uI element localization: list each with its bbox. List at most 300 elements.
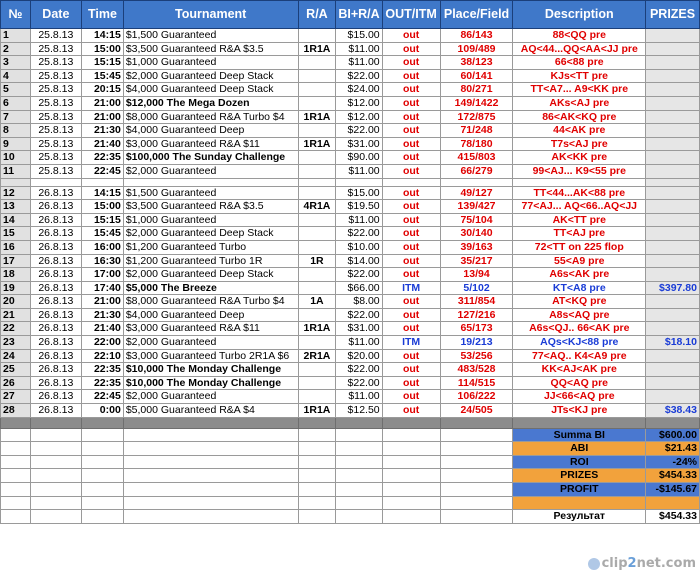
date-cell[interactable]: 26.8.13 (30, 404, 82, 418)
tournament-cell[interactable]: $2,000 Guaranteed Deep Stack (123, 69, 298, 83)
empty-cell[interactable] (30, 442, 82, 456)
empty-cell[interactable] (382, 510, 440, 524)
status-cell[interactable]: out (382, 164, 440, 178)
col-header-time[interactable]: Time (82, 1, 124, 29)
ra-cell[interactable] (298, 164, 336, 178)
empty-cell[interactable] (82, 496, 124, 510)
date-cell[interactable]: 25.8.13 (30, 164, 82, 178)
prize-cell[interactable] (646, 29, 700, 43)
row-number-cell[interactable]: 8 (1, 124, 31, 138)
date-cell[interactable]: 25.8.13 (30, 151, 82, 165)
description-cell[interactable]: AK<TT pre (513, 213, 646, 227)
description-cell[interactable]: JTs<KJ pre (513, 404, 646, 418)
ra-cell[interactable]: 1A (298, 295, 336, 309)
summary-label[interactable]: PRIZES (513, 469, 646, 483)
empty-cell[interactable] (382, 455, 440, 469)
date-cell[interactable]: 26.8.13 (30, 268, 82, 282)
place-field-cell[interactable]: 66/279 (440, 164, 513, 178)
status-cell[interactable]: out (382, 322, 440, 336)
empty-cell[interactable] (123, 428, 298, 442)
buyin-cell[interactable]: $22.00 (336, 227, 382, 241)
status-cell[interactable]: out (382, 124, 440, 138)
row-number-cell[interactable]: 23 (1, 336, 31, 350)
col-header-number[interactable]: № (1, 1, 31, 29)
col-header-date[interactable]: Date (30, 1, 82, 29)
time-cell[interactable]: 14:15 (82, 29, 124, 43)
time-cell[interactable]: 14:15 (82, 186, 124, 200)
time-cell[interactable]: 15:00 (82, 200, 124, 214)
row-number-cell[interactable]: 16 (1, 240, 31, 254)
tournament-cell[interactable]: $1,500 Guaranteed (123, 186, 298, 200)
buyin-cell[interactable]: $19.50 (336, 200, 382, 214)
prize-cell[interactable] (646, 83, 700, 97)
ra-cell[interactable]: 1R1A (298, 137, 336, 151)
ra-cell[interactable]: 1R1A (298, 42, 336, 56)
ra-cell[interactable] (298, 96, 336, 110)
summary-label[interactable]: PROFIT (513, 483, 646, 497)
row-number-cell[interactable]: 17 (1, 254, 31, 268)
prize-cell[interactable] (646, 363, 700, 377)
ra-cell[interactable] (298, 69, 336, 83)
empty-cell[interactable] (82, 469, 124, 483)
buyin-cell[interactable]: $24.00 (336, 83, 382, 97)
buyin-cell[interactable]: $11.00 (336, 56, 382, 70)
ra-cell[interactable] (298, 336, 336, 350)
time-cell[interactable]: 15:45 (82, 227, 124, 241)
status-cell[interactable]: out (382, 390, 440, 404)
buyin-cell[interactable]: $11.00 (336, 336, 382, 350)
empty-cell[interactable] (298, 510, 336, 524)
empty-cell[interactable] (440, 469, 513, 483)
prize-cell[interactable] (646, 137, 700, 151)
row-number-cell[interactable]: 4 (1, 69, 31, 83)
status-cell[interactable]: out (382, 42, 440, 56)
tournament-cell[interactable]: $2,000 Guaranteed (123, 390, 298, 404)
row-number-cell[interactable]: 21 (1, 308, 31, 322)
buyin-cell[interactable]: $11.00 (336, 164, 382, 178)
description-cell[interactable]: AQs<KJ<88 pre (513, 336, 646, 350)
prize-cell[interactable] (646, 349, 700, 363)
prize-cell[interactable] (646, 42, 700, 56)
ra-cell[interactable] (298, 151, 336, 165)
prize-cell[interactable]: $38.43 (646, 404, 700, 418)
date-cell[interactable]: 26.8.13 (30, 240, 82, 254)
status-cell[interactable]: out (382, 69, 440, 83)
summary-label[interactable] (513, 496, 646, 510)
description-cell[interactable]: KK<AJ<AK pre (513, 363, 646, 377)
place-field-cell[interactable]: 311/854 (440, 295, 513, 309)
time-cell[interactable]: 22:35 (82, 151, 124, 165)
ra-cell[interactable] (298, 308, 336, 322)
time-cell[interactable]: 15:15 (82, 56, 124, 70)
prize-cell[interactable] (646, 295, 700, 309)
buyin-cell[interactable]: $66.00 (336, 281, 382, 295)
place-field-cell[interactable]: 5/102 (440, 281, 513, 295)
prize-cell[interactable] (646, 186, 700, 200)
empty-cell[interactable] (298, 442, 336, 456)
ra-cell[interactable] (298, 376, 336, 390)
row-number-cell[interactable]: 19 (1, 281, 31, 295)
empty-cell[interactable] (382, 496, 440, 510)
status-cell[interactable]: out (382, 240, 440, 254)
empty-cell[interactable] (1, 510, 31, 524)
ra-cell[interactable] (298, 227, 336, 241)
place-field-cell[interactable]: 38/123 (440, 56, 513, 70)
buyin-cell[interactable]: $22.00 (336, 308, 382, 322)
time-cell[interactable]: 22:45 (82, 390, 124, 404)
date-cell[interactable]: 26.8.13 (30, 200, 82, 214)
place-field-cell[interactable]: 39/163 (440, 240, 513, 254)
status-cell[interactable]: out (382, 404, 440, 418)
buyin-cell[interactable]: $12.00 (336, 96, 382, 110)
time-cell[interactable]: 21:40 (82, 322, 124, 336)
description-cell[interactable]: A8s<AQ pre (513, 308, 646, 322)
col-header-out-itm[interactable]: OUT/ITM (382, 1, 440, 29)
status-cell[interactable]: out (382, 83, 440, 97)
tournament-cell[interactable]: $3,000 Guaranteed R&A $11 (123, 137, 298, 151)
col-header-place-field[interactable]: Place/Field (440, 1, 513, 29)
time-cell[interactable]: 22:00 (82, 336, 124, 350)
place-field-cell[interactable]: 65/173 (440, 322, 513, 336)
tournament-cell[interactable]: $3,000 Guaranteed Turbo 2R1A $6 (123, 349, 298, 363)
ra-cell[interactable]: 1R1A (298, 404, 336, 418)
ra-cell[interactable]: 4R1A (298, 200, 336, 214)
description-cell[interactable]: TT<A7... A9<KK pre (513, 83, 646, 97)
prize-cell[interactable] (646, 227, 700, 241)
date-cell[interactable]: 26.8.13 (30, 349, 82, 363)
tournament-cell[interactable]: $4,000 Guaranteed Deep (123, 124, 298, 138)
prize-cell[interactable] (646, 268, 700, 282)
tournament-cell[interactable]: $8,000 Guaranteed R&A Turbo $4 (123, 295, 298, 309)
row-number-cell[interactable]: 1 (1, 29, 31, 43)
empty-cell[interactable] (82, 428, 124, 442)
buyin-cell[interactable]: $22.00 (336, 69, 382, 83)
time-cell[interactable]: 20:15 (82, 83, 124, 97)
date-cell[interactable]: 25.8.13 (30, 96, 82, 110)
time-cell[interactable]: 21:00 (82, 96, 124, 110)
tournament-cell[interactable]: $1,200 Guaranteed Turbo 1R (123, 254, 298, 268)
tournament-cell[interactable]: $3,500 Guaranteed R&A $3.5 (123, 42, 298, 56)
prize-cell[interactable] (646, 200, 700, 214)
summary-value[interactable]: $454.33 (646, 510, 700, 524)
place-field-cell[interactable]: 78/180 (440, 137, 513, 151)
prize-cell[interactable] (646, 164, 700, 178)
status-cell[interactable]: out (382, 254, 440, 268)
tournament-cell[interactable]: $1,000 Guaranteed (123, 56, 298, 70)
ra-cell[interactable] (298, 124, 336, 138)
place-field-cell[interactable]: 149/1422 (440, 96, 513, 110)
empty-cell[interactable] (82, 510, 124, 524)
empty-cell[interactable] (123, 510, 298, 524)
tournament-cell[interactable]: $5,000 The Breeze (123, 281, 298, 295)
empty-cell[interactable] (336, 455, 382, 469)
date-cell[interactable]: 26.8.13 (30, 390, 82, 404)
empty-cell[interactable] (123, 483, 298, 497)
tournament-cell[interactable]: $4,000 Guaranteed Deep Stack (123, 83, 298, 97)
ra-cell[interactable]: 1R1A (298, 322, 336, 336)
description-cell[interactable]: AT<KQ pre (513, 295, 646, 309)
ra-cell[interactable] (298, 29, 336, 43)
empty-cell[interactable] (1, 428, 31, 442)
place-field-cell[interactable]: 71/248 (440, 124, 513, 138)
buyin-cell[interactable]: $22.00 (336, 363, 382, 377)
prize-cell[interactable] (646, 254, 700, 268)
place-field-cell[interactable]: 172/875 (440, 110, 513, 124)
empty-cell[interactable] (30, 496, 82, 510)
prize-cell[interactable] (646, 124, 700, 138)
place-field-cell[interactable]: 127/216 (440, 308, 513, 322)
empty-cell[interactable] (440, 428, 513, 442)
tournament-cell[interactable]: $3,500 Guaranteed R&A $3.5 (123, 200, 298, 214)
date-cell[interactable]: 25.8.13 (30, 56, 82, 70)
date-cell[interactable]: 26.8.13 (30, 227, 82, 241)
prize-cell[interactable] (646, 96, 700, 110)
place-field-cell[interactable]: 53/256 (440, 349, 513, 363)
date-cell[interactable]: 26.8.13 (30, 254, 82, 268)
row-number-cell[interactable]: 14 (1, 213, 31, 227)
time-cell[interactable]: 21:00 (82, 295, 124, 309)
place-field-cell[interactable]: 415/803 (440, 151, 513, 165)
row-number-cell[interactable]: 24 (1, 349, 31, 363)
status-cell[interactable]: out (382, 308, 440, 322)
summary-value[interactable]: $600.00 (646, 428, 700, 442)
date-cell[interactable]: 26.8.13 (30, 308, 82, 322)
time-cell[interactable]: 16:00 (82, 240, 124, 254)
ra-cell[interactable]: 1R (298, 254, 336, 268)
col-header-tournament[interactable]: Tournament (123, 1, 298, 29)
row-number-cell[interactable]: 9 (1, 137, 31, 151)
time-cell[interactable]: 17:40 (82, 281, 124, 295)
time-cell[interactable]: 21:30 (82, 308, 124, 322)
summary-value[interactable]: $21.43 (646, 442, 700, 456)
row-number-cell[interactable]: 12 (1, 186, 31, 200)
prize-cell[interactable] (646, 376, 700, 390)
empty-cell[interactable] (382, 428, 440, 442)
time-cell[interactable]: 17:00 (82, 268, 124, 282)
empty-cell[interactable] (336, 442, 382, 456)
ra-cell[interactable] (298, 268, 336, 282)
place-field-cell[interactable]: 114/515 (440, 376, 513, 390)
place-field-cell[interactable]: 24/505 (440, 404, 513, 418)
date-cell[interactable]: 26.8.13 (30, 336, 82, 350)
status-cell[interactable]: out (382, 29, 440, 43)
place-field-cell[interactable]: 19/213 (440, 336, 513, 350)
ra-cell[interactable] (298, 186, 336, 200)
time-cell[interactable]: 15:15 (82, 213, 124, 227)
date-cell[interactable]: 25.8.13 (30, 137, 82, 151)
row-number-cell[interactable]: 15 (1, 227, 31, 241)
time-cell[interactable]: 15:00 (82, 42, 124, 56)
place-field-cell[interactable]: 30/140 (440, 227, 513, 241)
tournament-cell[interactable]: $1,200 Guaranteed Turbo (123, 240, 298, 254)
empty-cell[interactable] (82, 455, 124, 469)
empty-cell[interactable] (30, 428, 82, 442)
buyin-cell[interactable]: $10.00 (336, 240, 382, 254)
empty-cell[interactable] (1, 469, 31, 483)
tournament-cell[interactable]: $2,000 Guaranteed (123, 164, 298, 178)
place-field-cell[interactable]: 80/271 (440, 83, 513, 97)
description-cell[interactable]: AKs<AJ pre (513, 96, 646, 110)
buyin-cell[interactable]: $22.00 (336, 376, 382, 390)
date-cell[interactable]: 26.8.13 (30, 213, 82, 227)
col-header-ra[interactable]: R/A (298, 1, 336, 29)
empty-cell[interactable] (336, 496, 382, 510)
status-cell[interactable]: ITM (382, 281, 440, 295)
place-field-cell[interactable]: 13/94 (440, 268, 513, 282)
time-cell[interactable]: 21:40 (82, 137, 124, 151)
date-cell[interactable]: 26.8.13 (30, 186, 82, 200)
tournament-cell[interactable]: $1,000 Guaranteed (123, 213, 298, 227)
date-cell[interactable]: 25.8.13 (30, 42, 82, 56)
empty-cell[interactable] (440, 496, 513, 510)
empty-cell[interactable] (440, 483, 513, 497)
empty-cell[interactable] (298, 469, 336, 483)
summary-label[interactable]: ROI (513, 455, 646, 469)
buyin-cell[interactable]: $12.50 (336, 404, 382, 418)
status-cell[interactable]: out (382, 96, 440, 110)
empty-cell[interactable] (298, 455, 336, 469)
date-cell[interactable]: 26.8.13 (30, 295, 82, 309)
buyin-cell[interactable]: $31.00 (336, 137, 382, 151)
status-cell[interactable]: out (382, 295, 440, 309)
description-cell[interactable]: AQ<44...QQ<AA<JJ pre (513, 42, 646, 56)
status-cell[interactable]: ITM (382, 336, 440, 350)
description-cell[interactable]: A6s<AK pre (513, 268, 646, 282)
ra-cell[interactable]: 2R1A (298, 349, 336, 363)
date-cell[interactable]: 26.8.13 (30, 363, 82, 377)
empty-cell[interactable] (336, 483, 382, 497)
status-cell[interactable]: out (382, 110, 440, 124)
prize-cell[interactable] (646, 240, 700, 254)
status-cell[interactable]: out (382, 213, 440, 227)
tournament-cell[interactable]: $2,000 Guaranteed Deep Stack (123, 227, 298, 241)
summary-value[interactable] (646, 496, 700, 510)
row-number-cell[interactable]: 25 (1, 363, 31, 377)
place-field-cell[interactable]: 35/217 (440, 254, 513, 268)
empty-cell[interactable] (30, 469, 82, 483)
date-cell[interactable]: 25.8.13 (30, 83, 82, 97)
empty-cell[interactable] (382, 469, 440, 483)
ra-cell[interactable] (298, 363, 336, 377)
row-number-cell[interactable]: 2 (1, 42, 31, 56)
status-cell[interactable]: out (382, 227, 440, 241)
status-cell[interactable]: out (382, 376, 440, 390)
ra-cell[interactable] (298, 390, 336, 404)
time-cell[interactable]: 21:30 (82, 124, 124, 138)
description-cell[interactable]: A6s<QJ.. 66<AK pre (513, 322, 646, 336)
status-cell[interactable]: out (382, 200, 440, 214)
summary-value[interactable]: -24% (646, 455, 700, 469)
summary-label[interactable]: Summa BI (513, 428, 646, 442)
buyin-cell[interactable]: $22.00 (336, 268, 382, 282)
description-cell[interactable]: 55<A9 pre (513, 254, 646, 268)
empty-cell[interactable] (30, 483, 82, 497)
date-cell[interactable]: 26.8.13 (30, 281, 82, 295)
time-cell[interactable]: 22:10 (82, 349, 124, 363)
place-field-cell[interactable]: 106/222 (440, 390, 513, 404)
empty-cell[interactable] (123, 442, 298, 456)
tournament-cell[interactable]: $2,000 Guaranteed (123, 336, 298, 350)
empty-cell[interactable] (336, 510, 382, 524)
ra-cell[interactable] (298, 83, 336, 97)
description-cell[interactable]: 99<AJ... K9<55 pre (513, 164, 646, 178)
status-cell[interactable]: out (382, 151, 440, 165)
status-cell[interactable]: out (382, 137, 440, 151)
description-cell[interactable]: TT<AJ pre (513, 227, 646, 241)
summary-value[interactable]: $454.33 (646, 469, 700, 483)
empty-cell[interactable] (82, 442, 124, 456)
empty-cell[interactable] (1, 455, 31, 469)
row-number-cell[interactable]: 6 (1, 96, 31, 110)
buyin-cell[interactable]: $11.00 (336, 390, 382, 404)
place-field-cell[interactable]: 60/141 (440, 69, 513, 83)
row-number-cell[interactable]: 5 (1, 83, 31, 97)
col-header-description[interactable]: Description (513, 1, 646, 29)
empty-cell[interactable] (123, 469, 298, 483)
time-cell[interactable]: 0:00 (82, 404, 124, 418)
row-number-cell[interactable]: 27 (1, 390, 31, 404)
date-cell[interactable]: 25.8.13 (30, 29, 82, 43)
prize-cell[interactable] (646, 308, 700, 322)
empty-cell[interactable] (382, 442, 440, 456)
buyin-cell[interactable]: $12.00 (336, 110, 382, 124)
description-cell[interactable]: 88<QQ pre (513, 29, 646, 43)
buyin-cell[interactable]: $31.00 (336, 322, 382, 336)
description-cell[interactable]: JJ<66<AQ pre (513, 390, 646, 404)
prize-cell[interactable] (646, 56, 700, 70)
tournament-cell[interactable]: $10,000 The Monday Challenge (123, 376, 298, 390)
description-cell[interactable]: 66<88 pre (513, 56, 646, 70)
col-header-bi[interactable]: BI+R/A (336, 1, 382, 29)
empty-cell[interactable] (298, 483, 336, 497)
empty-cell[interactable] (30, 455, 82, 469)
status-cell[interactable]: out (382, 268, 440, 282)
status-cell[interactable]: out (382, 186, 440, 200)
time-cell[interactable]: 22:35 (82, 363, 124, 377)
buyin-cell[interactable]: $8.00 (336, 295, 382, 309)
description-cell[interactable]: 72<TT on 225 flop (513, 240, 646, 254)
empty-cell[interactable] (82, 483, 124, 497)
place-field-cell[interactable]: 109/489 (440, 42, 513, 56)
buyin-cell[interactable]: $20.00 (336, 349, 382, 363)
tournament-cell[interactable]: $2,000 Guaranteed Deep Stack (123, 268, 298, 282)
empty-cell[interactable] (1, 483, 31, 497)
description-cell[interactable]: AK<KK pre (513, 151, 646, 165)
row-number-cell[interactable]: 22 (1, 322, 31, 336)
time-cell[interactable]: 15:45 (82, 69, 124, 83)
row-number-cell[interactable]: 3 (1, 56, 31, 70)
ra-cell[interactable] (298, 213, 336, 227)
description-cell[interactable]: 77<AQ.. K4<A9 pre (513, 349, 646, 363)
row-number-cell[interactable]: 26 (1, 376, 31, 390)
description-cell[interactable]: QQ<AQ pre (513, 376, 646, 390)
place-field-cell[interactable]: 483/528 (440, 363, 513, 377)
status-cell[interactable]: out (382, 363, 440, 377)
tournament-cell[interactable]: $12,000 The Mega Dozen (123, 96, 298, 110)
empty-cell[interactable] (336, 469, 382, 483)
date-cell[interactable]: 25.8.13 (30, 69, 82, 83)
empty-cell[interactable] (123, 496, 298, 510)
empty-cell[interactable] (440, 510, 513, 524)
prize-cell[interactable] (646, 69, 700, 83)
place-field-cell[interactable]: 139/427 (440, 200, 513, 214)
description-cell[interactable]: 86<AK<KQ pre (513, 110, 646, 124)
date-cell[interactable]: 25.8.13 (30, 124, 82, 138)
prize-cell[interactable] (646, 322, 700, 336)
buyin-cell[interactable]: $14.00 (336, 254, 382, 268)
prize-cell[interactable] (646, 390, 700, 404)
description-cell[interactable]: T7s<AJ pre (513, 137, 646, 151)
